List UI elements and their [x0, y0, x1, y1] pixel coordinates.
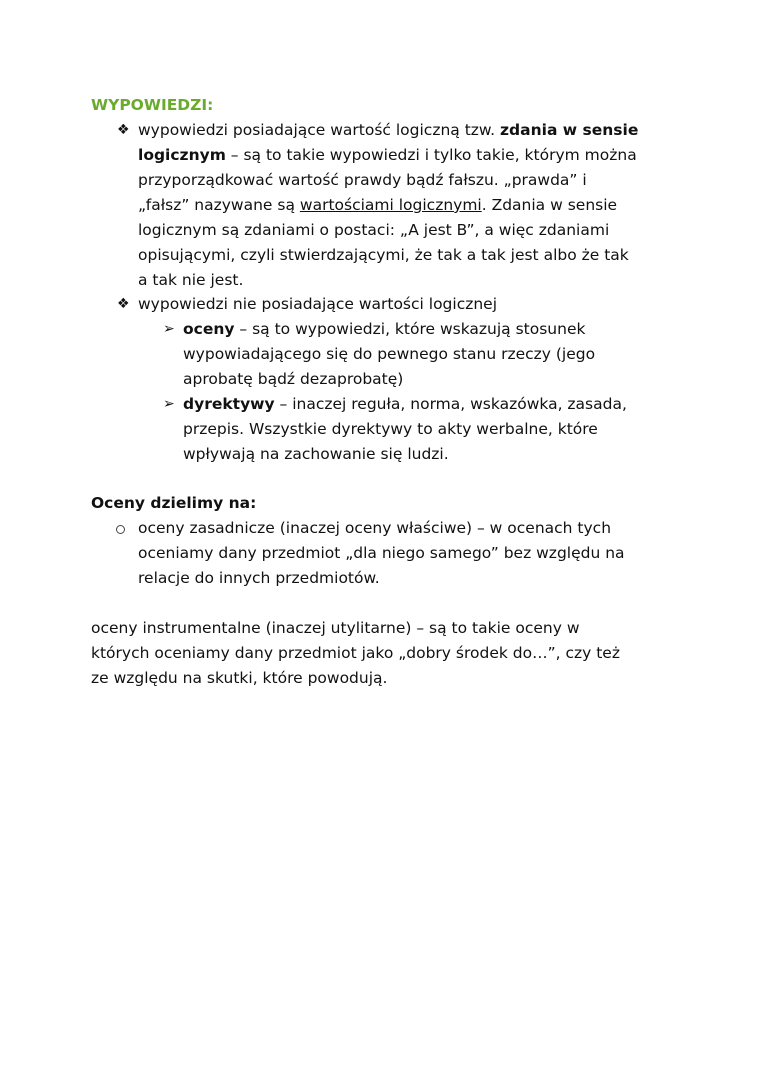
- bullet2-line1: wypowiedzi nie posiadające wartości logicznej: [138, 295, 498, 313]
- item1-line1: oceny zasadnicze (inaczej oceny właściwe) – w ocenach tych: [138, 519, 612, 537]
- text: wypowiedzi posiadające wartość logiczną tzw.: [138, 121, 501, 139]
- bullet1-line2: [138, 145, 637, 165]
- bullet1-line6: opisującymi, czyli stwierdzającymi, że tak a tak jest albo że tak: [138, 246, 629, 264]
- bullet1-line3: przyporządkować wartość prawdy bądź fałszu. „prawda” i: [138, 171, 587, 189]
- bold-term: logicznym: [138, 146, 226, 164]
- text: . Zdania w sensie: [481, 196, 618, 214]
- diamond-bullet-icon: ❖: [117, 122, 130, 138]
- bullet1-line4: [138, 195, 617, 215]
- para-line3: ze względu na skutki, które powodują.: [91, 669, 388, 687]
- arrow-bullet-icon: ➢: [163, 321, 175, 337]
- para-line2: których oceniamy dany przedmiot jako „dobry środek do…”, czy też: [91, 644, 620, 662]
- circle-bullet-icon: [116, 525, 125, 534]
- section-title-oceny: Oceny dzielimy na:: [91, 494, 257, 512]
- arrow-bullet-icon: ➢: [163, 396, 175, 412]
- text: – są to wypowiedzi, które wskazują stosunek: [234, 320, 586, 338]
- underlined-term: wartościami logicznymi: [299, 196, 482, 214]
- text: „fałsz” nazywane są: [138, 196, 300, 214]
- section-title-wypowiedzi: WYPOWIEDZI:: [91, 96, 214, 114]
- bold-term: zdania w sensie: [500, 121, 639, 139]
- text: – są to takie wypowiedzi i tylko takie, którym można: [225, 146, 637, 164]
- text: – inaczej reguła, norma, wskazówka, zasada,: [274, 395, 627, 413]
- bullet1-line7: a tak nie jest.: [138, 271, 244, 289]
- sub1-line2: wypowiadającego się do pewnego stanu rzeczy (jego: [183, 345, 596, 363]
- sub2-line2: przepis. Wszystkie dyrektywy to akty werbalne, które: [183, 420, 598, 438]
- bullet1-line5: logicznym są zdaniami o postaci: „A jest B”, a więc zdaniami: [138, 221, 610, 239]
- bold-term: oceny: [183, 320, 235, 338]
- item1-line3: relacje do innych przedmiotów.: [138, 569, 380, 587]
- item1-line2: oceniamy dany przedmiot „dla niego samego” bez względu na: [138, 544, 625, 562]
- sub2-line1: [183, 394, 627, 414]
- sub1-line1: [183, 319, 585, 339]
- diamond-bullet-icon: ❖: [117, 296, 130, 312]
- sub1-line3: aprobatę bądź dezaprobatę): [183, 370, 404, 388]
- sub2-line3: wpływają na zachowanie się ludzi.: [183, 445, 449, 463]
- para-line1: oceny instrumentalne (inaczej utylitarne) – są to takie oceny w: [91, 619, 580, 637]
- bold-term: dyrektywy: [183, 395, 275, 413]
- bullet1-line1: [138, 120, 638, 140]
